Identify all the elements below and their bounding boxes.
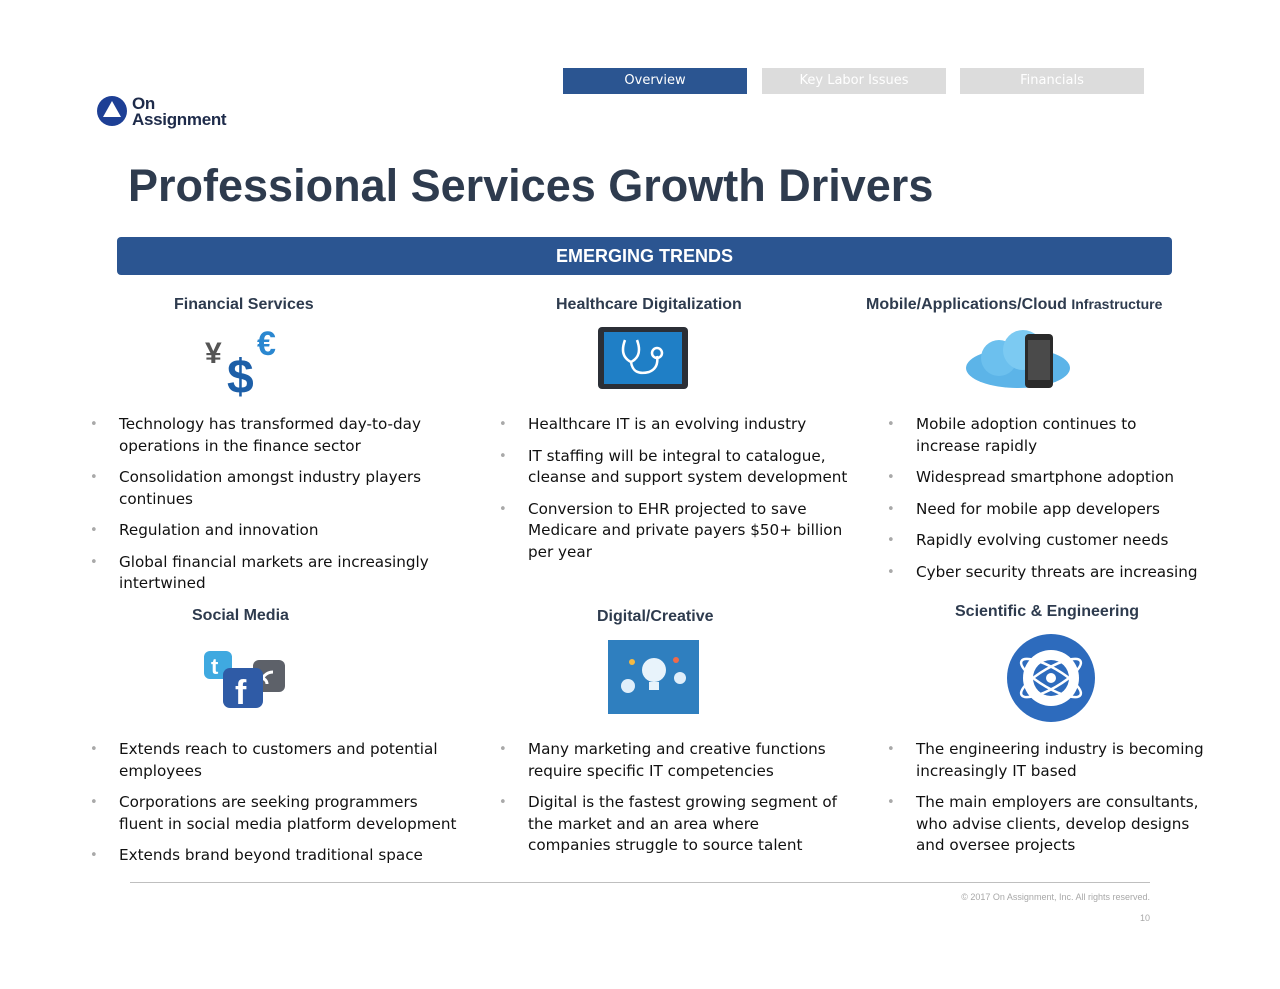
- list-item: • Widespread smartphone adoption: [887, 467, 1202, 489]
- currency-icon: [205, 325, 287, 399]
- list-item: • The main employers are consultants, who advise clients, develop designs and oversee projects: [887, 792, 1212, 857]
- section-title-healthcare: Healthcare Digitalization: [556, 296, 742, 313]
- list-item: • Conversion to EHR projected to save Medicare and private payers $50+ billion per year: [499, 499, 869, 564]
- svg-text:t: t: [211, 654, 219, 679]
- lightbulb-icon: [608, 640, 699, 714]
- list-item: • Rapidly evolving customer needs: [887, 530, 1202, 552]
- list-item: • Digital is the fastest growing segment of the market and an area where companies struggle to source talent: [499, 792, 844, 857]
- page-number: 10: [1139, 913, 1150, 923]
- social-media-list: [90, 739, 460, 877]
- list-item: • Corporations are seeking programmers fluent in social media platform development: [90, 792, 460, 835]
- section-title-financial-services: Financial Services: [174, 296, 314, 313]
- tab-key-labor-issues[interactable]: Key Labor Issues: [762, 68, 946, 94]
- list-item: • Global financial markets are increasingly intertwined: [90, 552, 485, 595]
- list-item: • Need for mobile app developers: [887, 499, 1202, 521]
- tab-financials[interactable]: Financials: [960, 68, 1144, 94]
- svg-text:€: €: [257, 325, 276, 363]
- tab-overview[interactable]: Overview: [563, 68, 747, 94]
- company-logo-icon: [96, 95, 128, 127]
- page-title: Professional Services Growth Drivers: [128, 160, 934, 211]
- copyright-text: © 2017 On Assignment, Inc. All rights reserved.: [961, 892, 1150, 902]
- financial-services-list: [90, 414, 485, 605]
- list-item: • Cyber security threats are increasing: [887, 562, 1202, 584]
- list-item: • Consolidation amongst industry players continues: [90, 467, 485, 510]
- emerging-trends-banner: EMERGING TRENDS: [117, 237, 1172, 275]
- svg-text:f: f: [235, 674, 247, 710]
- mobile-list: [887, 414, 1202, 593]
- svg-text:¥: ¥: [205, 337, 222, 370]
- list-item: • Technology has transformed day-to-day operations in the finance sector: [90, 414, 485, 457]
- healthcare-list: [499, 414, 869, 573]
- list-item: • Mobile adoption continues to increase rapidly: [887, 414, 1202, 457]
- list-item: • Extends reach to customers and potential employees: [90, 739, 460, 782]
- logo-line-1: On: [132, 94, 156, 113]
- section-title-mobile: [866, 296, 1162, 314]
- social-media-icon: [203, 650, 287, 710]
- gear-atom-icon: [1006, 633, 1096, 723]
- list-item: • Regulation and innovation: [90, 520, 485, 542]
- section-title-mobile-main: Mobile/Applications/Cloud: [866, 296, 1067, 313]
- section-title-social-media: Social Media: [192, 607, 289, 624]
- digital-creative-list: [499, 739, 844, 867]
- scientific-list: [887, 739, 1212, 867]
- section-title-scientific: Scientific & Engineering: [955, 603, 1140, 620]
- list-item: • Extends brand beyond traditional space: [90, 845, 460, 867]
- svg-text:$: $: [227, 351, 254, 399]
- section-title-mobile-small: Infrastructure: [1071, 296, 1163, 312]
- section-title-digital-creative: Digital/Creative: [597, 608, 714, 625]
- company-logo-text: [132, 96, 226, 128]
- list-item: • The engineering industry is becoming increasingly IT based: [887, 739, 1212, 782]
- list-item: • IT staffing will be integral to catalogue, cleanse and support system development: [499, 446, 869, 489]
- cloud-phone-icon: [963, 330, 1073, 392]
- tablet-stethoscope-icon: [597, 326, 689, 390]
- list-item: • Many marketing and creative functions require specific IT competencies: [499, 739, 844, 782]
- footer-divider: [130, 882, 1150, 883]
- list-item: • Healthcare IT is an evolving industry: [499, 414, 869, 436]
- logo-line-2: Assignment: [132, 110, 227, 129]
